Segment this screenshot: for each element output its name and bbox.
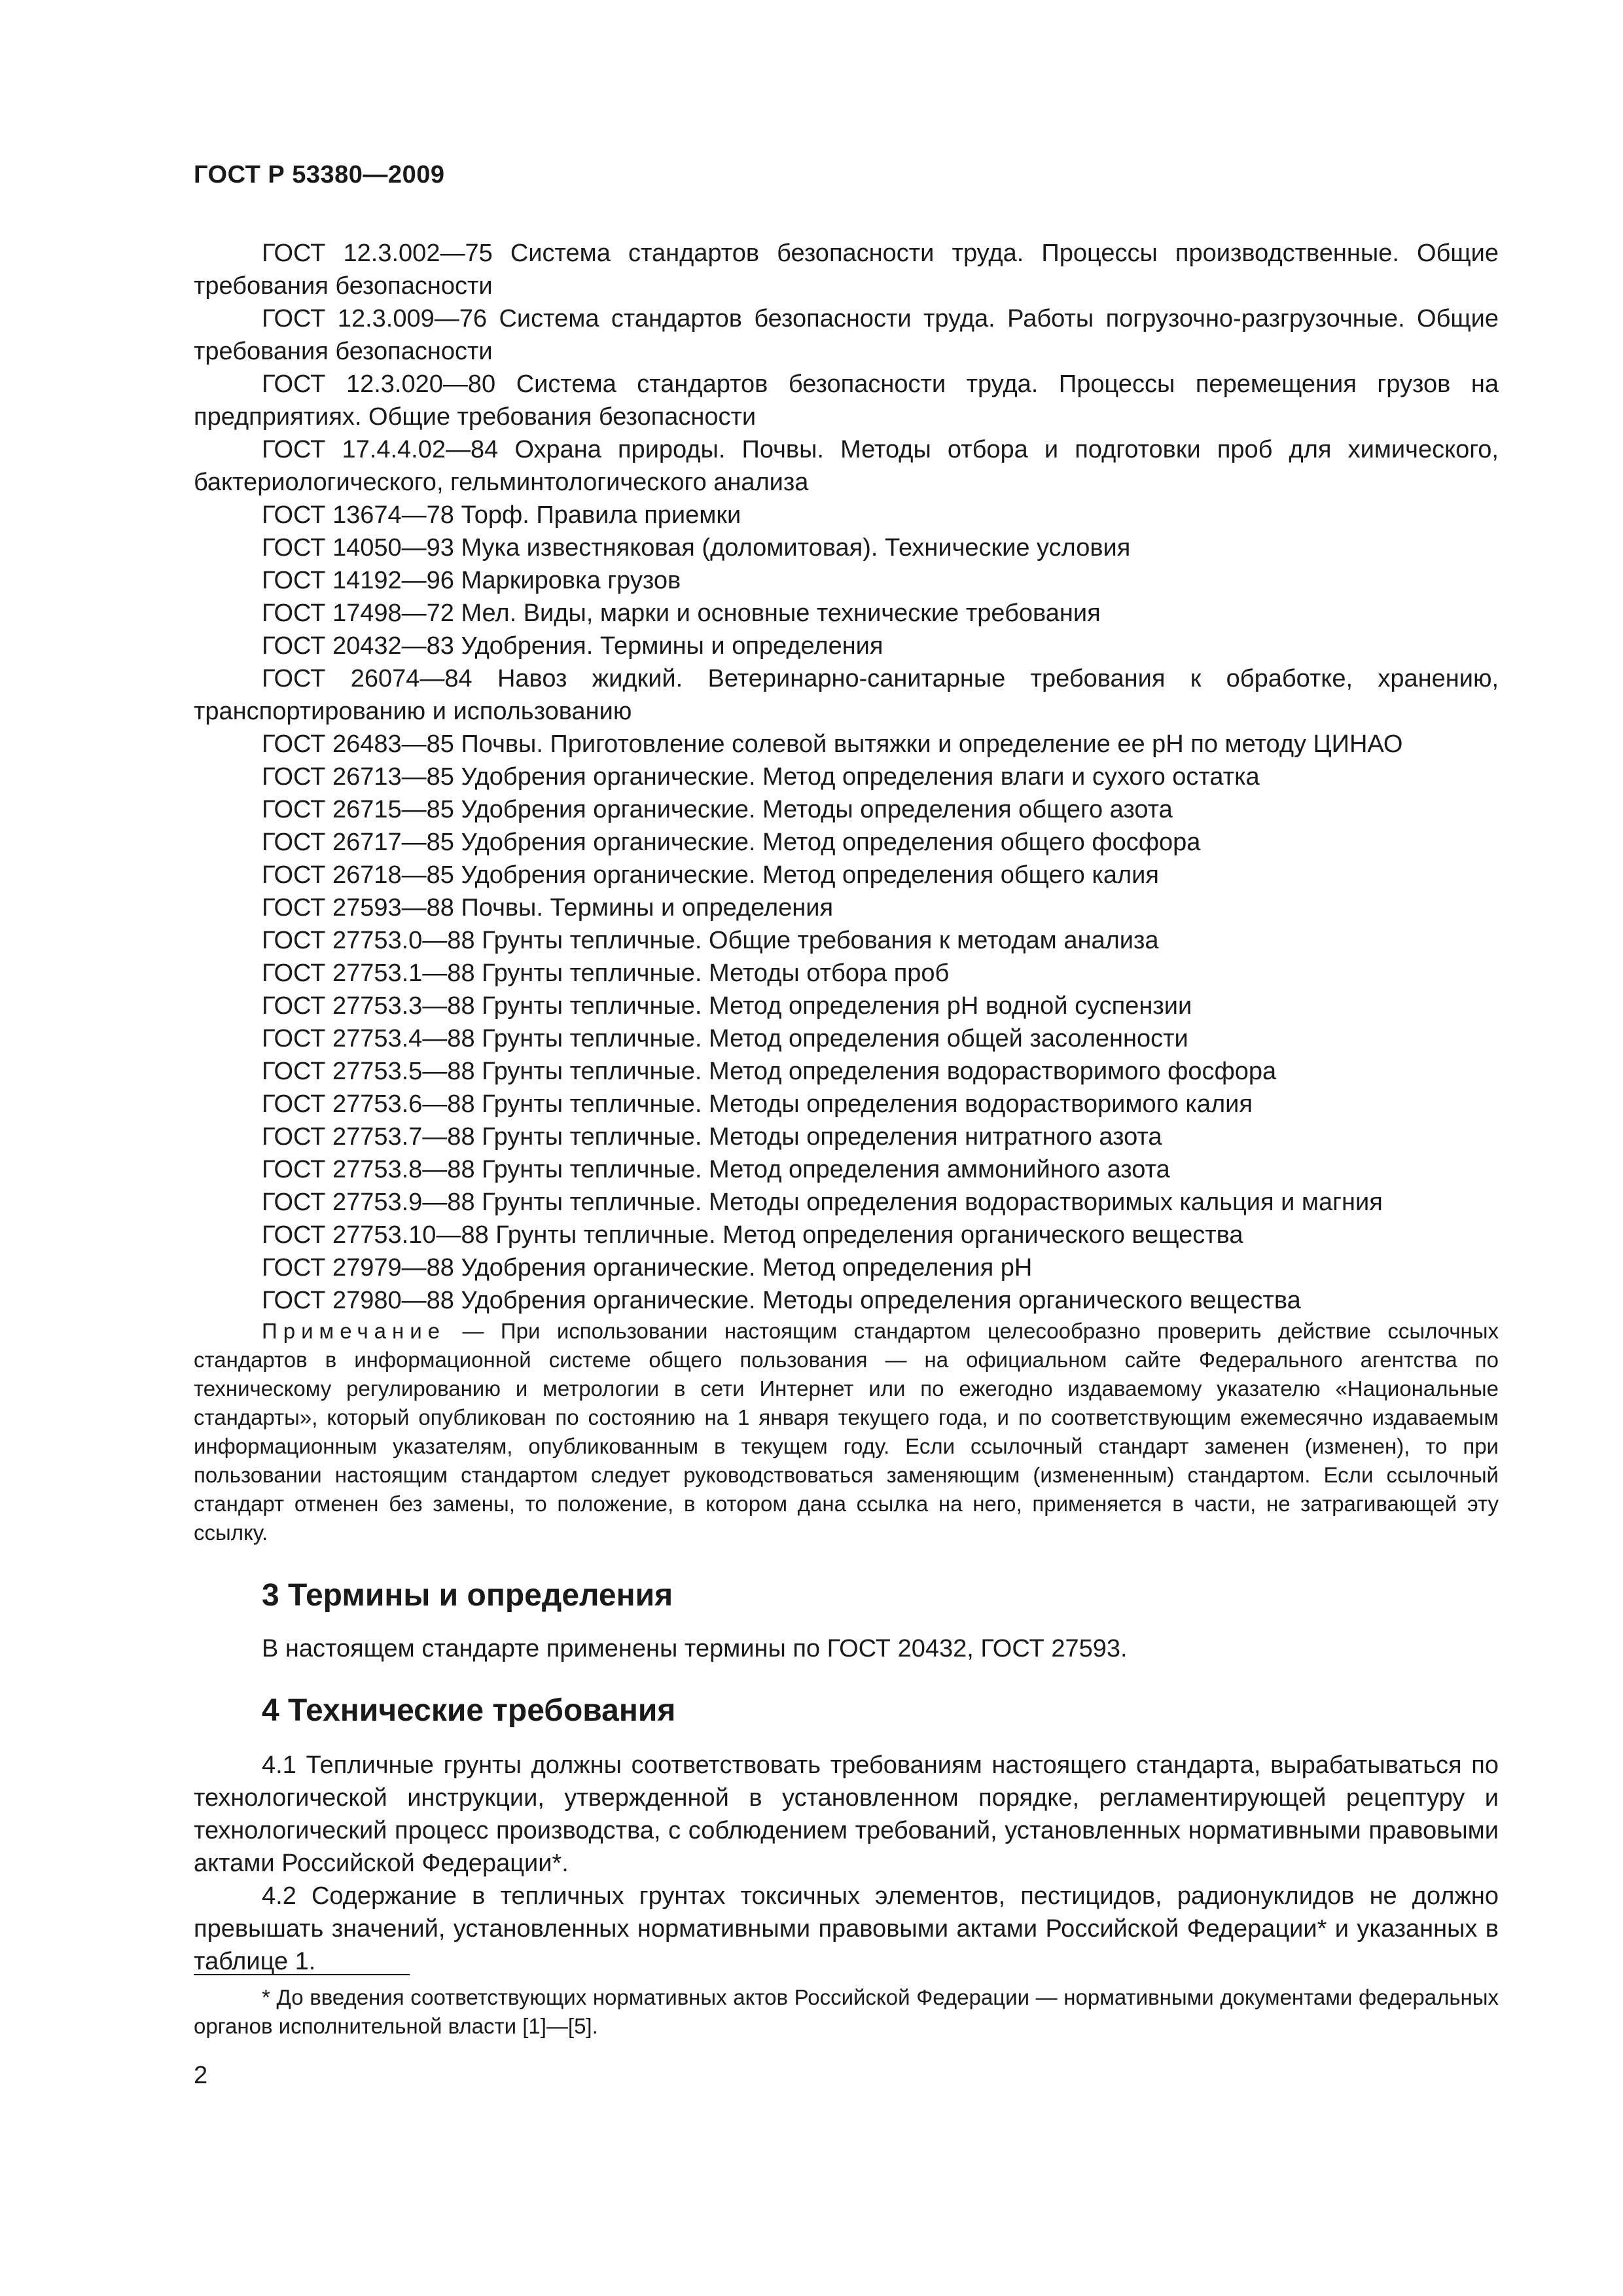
reference-title: Грунты тепличные. Методы определения водорастворимого калия: [482, 1090, 1253, 1118]
footnote: * До введения соответствующих нормативных актов Российской Федерации — нормативными документами федеральных органов исполнительной власти [1]—[5].: [194, 1985, 1499, 2038]
reference-title: Система стандартов безопасности труда. Процессы производственные. Общие требования безопасности: [194, 240, 1499, 300]
reference-item: [194, 859, 1499, 891]
reference-title: Мел. Виды, марки и основные технические требования: [461, 600, 1101, 627]
reference-item: [194, 1219, 1499, 1251]
reference-item: [194, 1121, 1499, 1153]
section-3-text: В настоящем стандарте применены термины по ГОСТ 20432, ГОСТ 27593.: [262, 1635, 1128, 1662]
reference-title: Маркировка грузов: [461, 567, 681, 594]
footnote-divider: [194, 1974, 410, 1975]
paragraph-4-2: 4.2 Содержание в тепличных грунтах токсичных элементов, пестицидов, радионуклидов не должно превышать значений, установленных нормативными правовыми актами Российской Федерации* и указанных в таблице 1.: [194, 1882, 1499, 1975]
reference-title: Грунты тепличные. Метод определения аммонийного азота: [482, 1156, 1170, 1183]
reference-item: [194, 1186, 1499, 1219]
reference-title: Удобрения органические. Метод определения влаги и сухого остатка: [461, 763, 1260, 791]
reference-title: Удобрения органические. Методы определения общего азота: [461, 796, 1173, 823]
document-header: ГОСТ Р 53380—2009: [194, 161, 445, 188]
reference-title: Грунты тепличные. Методы определения водорастворимых кальция и магния: [482, 1189, 1383, 1216]
reference-code: ГОСТ 27979—88: [262, 1254, 454, 1282]
reference-item: [194, 237, 1499, 302]
section-3-heading: 3 Термины и определения: [262, 1578, 673, 1613]
reference-code: ГОСТ 27753.9—88: [262, 1189, 475, 1216]
reference-code: ГОСТ 17498—72: [262, 600, 454, 627]
reference-item: [194, 630, 1499, 662]
reference-title: Система стандартов безопасности труда. Процессы перемещения грузов на предприятиях. Общие требования безопасности: [194, 370, 1499, 431]
reference-code: ГОСТ 26713—85: [262, 763, 454, 791]
references-note: [194, 1317, 1499, 1547]
note-text: — При использовании настоящим стандартом целесообразно проверить действие ссылочных стандартов в информационной системе общего пользования — на официальном сайте Федерального агентства по техническому регулированию и метрологии в сети Интернет или по ежегодно издаваемому указателю «Национальные стандарты», который опубликован по состоянию на 1 января текущего года, и по соответствующим ежемесячно издаваемым информационным указателям, опубликованным в текущем году. Если ссылочный стандарт заменен (изменен), то при пользовании настоящим стандартом следует руководствоваться заменяющим (измененным) стандартом. Если ссылочный стандарт отменен без замены, то положение, в котором дана ссылка на него, применяется в части, не затрагивающей эту ссылку.: [194, 1319, 1499, 1545]
reference-title: Грунты тепличные. Общие требования к методам анализа: [482, 927, 1159, 954]
reference-item: [194, 597, 1499, 630]
reference-code: ГОСТ 12.3.002—75: [262, 240, 493, 267]
reference-item: [194, 826, 1499, 859]
reference-title: Грунты тепличные. Метод определения pH водной суспензии: [482, 992, 1192, 1020]
section-4-body: [194, 1749, 1499, 1978]
reference-code: ГОСТ 27753.4—88: [262, 1025, 475, 1052]
reference-item: [194, 891, 1499, 924]
reference-item: [194, 1251, 1499, 1284]
reference-item: [194, 564, 1499, 597]
reference-item: [194, 957, 1499, 990]
reference-title: Почвы. Приготовление солевой вытяжки и определение ее pH по методу ЦИНАО: [461, 730, 1403, 758]
paragraph-4-1: 4.1 Тепличные грунты должны соответствовать требованиям настоящего стандарта, вырабатываться по технологической инструкции, утвержденной в установленном порядке, регламентирующей рецептуру и технологический процесс производства, с соблюдением требований, установленных нормативными правовыми актами Российской Федерации*.: [194, 1751, 1499, 1877]
reference-title: Навоз жидкий. Ветеринарно-санитарные требования к обработке, хранению, транспортированию и использованию: [194, 665, 1499, 725]
reference-code: ГОСТ 26718—85: [262, 861, 454, 889]
reference-code: ГОСТ 27753.8—88: [262, 1156, 475, 1183]
reference-item: [194, 499, 1499, 531]
reference-title: Удобрения органические. Методы определения органического вещества: [461, 1287, 1301, 1314]
reference-code: ГОСТ 26715—85: [262, 796, 454, 823]
reference-item: [194, 433, 1499, 499]
page-number: 2: [194, 2062, 208, 2089]
reference-title: Грунты тепличные. Методы определения нитратного азота: [482, 1123, 1162, 1151]
reference-code: ГОСТ 12.3.020—80: [262, 370, 496, 398]
reference-code: ГОСТ 27753.0—88: [262, 927, 475, 954]
reference-item: [194, 990, 1499, 1022]
reference-title: Удобрения. Термины и определения: [461, 632, 883, 660]
reference-item: [194, 302, 1499, 368]
reference-title: Грунты тепличные. Метод определения водорастворимого фосфора: [482, 1058, 1277, 1085]
reference-item: [194, 728, 1499, 761]
reference-title: Система стандартов безопасности труда. Работы погрузочно-разгрузочные. Общие требования безопасности: [194, 305, 1499, 365]
reference-code: ГОСТ 27753.3—88: [262, 992, 475, 1020]
reference-item: [194, 761, 1499, 793]
reference-item: [194, 531, 1499, 564]
reference-title: Грунты тепличные. Методы отбора проб: [482, 960, 950, 987]
reference-code: ГОСТ 27753.10—88: [262, 1221, 489, 1249]
reference-code: ГОСТ 17.4.4.02—84: [262, 436, 499, 463]
reference-item: [194, 1088, 1499, 1121]
reference-code: ГОСТ 27980—88: [262, 1287, 454, 1314]
reference-item: [194, 1055, 1499, 1088]
reference-item: [194, 924, 1499, 957]
reference-code: ГОСТ 27753.5—88: [262, 1058, 475, 1085]
reference-code: ГОСТ 26717—85: [262, 829, 454, 856]
reference-code: ГОСТ 13674—78: [262, 501, 454, 529]
reference-code: ГОСТ 26483—85: [262, 730, 454, 758]
reference-item: [194, 1284, 1499, 1317]
reference-title: Торф. Правила приемки: [461, 501, 741, 529]
reference-title: Удобрения органические. Метод определения pH: [461, 1254, 1033, 1282]
reference-code: ГОСТ 12.3.009—76: [262, 305, 488, 332]
reference-code: ГОСТ 14050—93: [262, 534, 454, 562]
reference-code: ГОСТ 27753.6—88: [262, 1090, 475, 1118]
reference-title: Грунты тепличные. Метод определения органического вещества: [495, 1221, 1243, 1249]
reference-code: ГОСТ 27593—88: [262, 894, 454, 922]
reference-title: Охрана природы. Почвы. Методы отбора и подготовки проб для химического, бактериологического, гельминтологического анализа: [194, 436, 1499, 496]
reference-title: Удобрения органические. Метод определения общего фосфора: [461, 829, 1201, 856]
reference-code: ГОСТ 27753.1—88: [262, 960, 475, 987]
reference-title: Почвы. Термины и определения: [461, 894, 834, 922]
reference-code: ГОСТ 20432—83: [262, 632, 454, 660]
reference-item: [194, 793, 1499, 826]
reference-item: [194, 368, 1499, 433]
reference-title: Удобрения органические. Метод определения общего калия: [461, 861, 1159, 889]
reference-code: ГОСТ 14192—96: [262, 567, 454, 594]
normative-references-list: [194, 237, 1499, 1317]
reference-item: [194, 662, 1499, 728]
reference-title: Мука известняковая (доломитовая). Технические условия: [461, 534, 1131, 562]
reference-item: [194, 1022, 1499, 1055]
note-lead: Примечание: [262, 1319, 446, 1343]
reference-title: Грунты тепличные. Метод определения общей засоленности: [482, 1025, 1188, 1052]
reference-code: ГОСТ 27753.7—88: [262, 1123, 475, 1151]
section-4-heading: 4 Технические требования: [262, 1693, 676, 1728]
reference-item: [194, 1153, 1499, 1186]
reference-code: ГОСТ 26074—84: [262, 665, 473, 692]
